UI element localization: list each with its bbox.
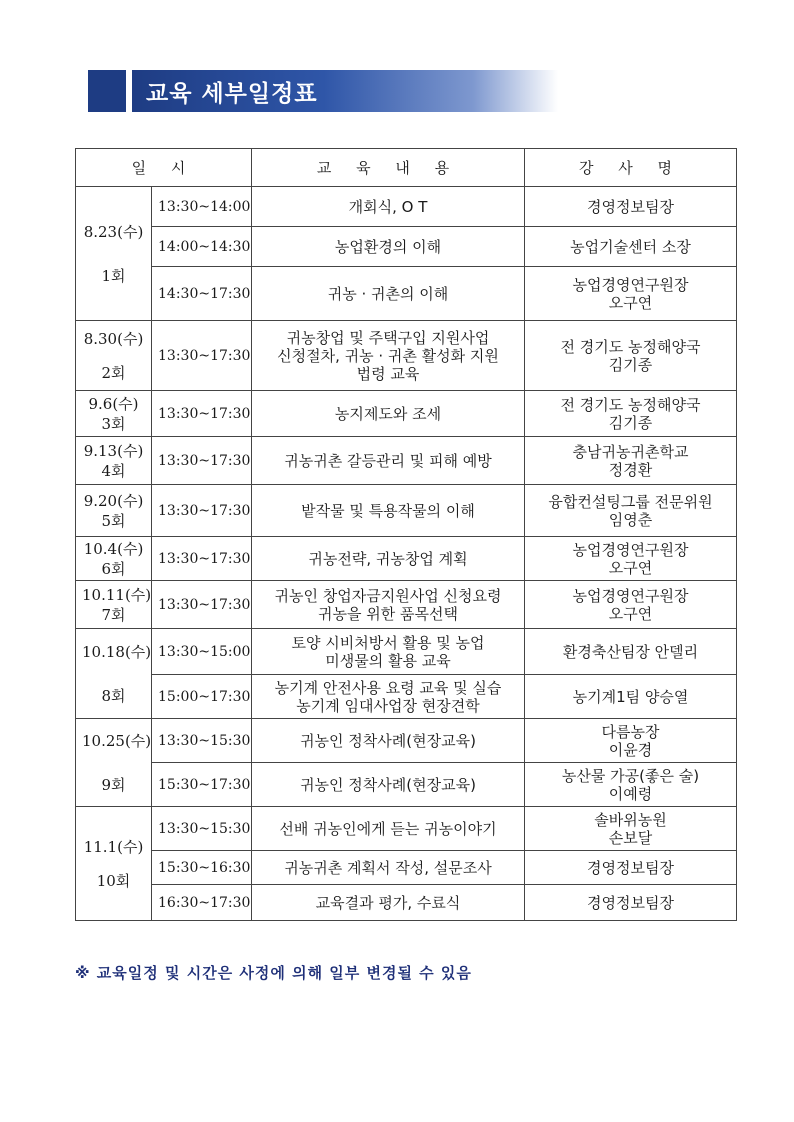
- instructor-cell: [525, 675, 737, 719]
- instructor-line: 정경환: [608, 460, 653, 479]
- content-cell: [252, 321, 525, 391]
- session-date: 9.6(수): [88, 394, 139, 413]
- instructor-line: 전 경기도 농정해양국: [560, 395, 701, 414]
- content-line: 귀농 · 귀촌의 이해: [327, 284, 449, 303]
- content-line: 귀농귀촌 계획서 작성, 설문조사: [284, 858, 492, 877]
- content-cell: [252, 885, 525, 921]
- instructor-line: 경영정보팀장: [587, 197, 674, 216]
- instructor-cell: [525, 227, 737, 267]
- instructor-line: 경영정보팀장: [587, 858, 674, 877]
- content-cell: [252, 267, 525, 321]
- session-cell: [76, 581, 152, 629]
- footnote: ※ 교육일정 및 시간은 사정에 의해 일부 변경될 수 있음: [75, 964, 472, 982]
- instructor-cell: [525, 267, 737, 321]
- instructor-line: 농업경영연구원장: [572, 586, 689, 605]
- table-header-row: [76, 149, 737, 187]
- instructor-line: 융합컨설팅그룹 전문위원: [548, 492, 713, 511]
- instructor-line: 농업경영연구원장: [572, 275, 689, 294]
- instructor-line: 농업기술센터 소장: [570, 237, 691, 256]
- content-cell: [252, 227, 525, 267]
- schedule-body: [76, 187, 737, 921]
- content-cell: [252, 485, 525, 537]
- instructor-cell: [525, 581, 737, 629]
- session-number: 4회: [101, 461, 126, 480]
- table-row: [76, 807, 737, 851]
- instructor-line: 이예령: [608, 784, 653, 803]
- instructor-line: 전 경기도 농정해양국: [560, 337, 701, 356]
- time-cell: 13:30~17:30: [152, 537, 252, 581]
- time-cell: 13:30~17:30: [152, 321, 252, 391]
- session-date: 11.1(수): [83, 837, 144, 856]
- session-date: 8.23(수): [83, 222, 144, 241]
- content-cell: [252, 187, 525, 227]
- content-cell: [252, 763, 525, 807]
- content-line: 토양 시비처방서 활용 및 농업: [291, 633, 485, 652]
- content-cell: [252, 581, 525, 629]
- session-number: 9회: [101, 775, 126, 794]
- instructor-line: 농업경영연구원장: [572, 540, 689, 559]
- instructor-cell: [525, 537, 737, 581]
- header-date: 일 시: [76, 149, 252, 187]
- time-cell: 13:30~17:30: [152, 391, 252, 437]
- session-number: 10회: [96, 871, 131, 890]
- header-accent-block: [88, 70, 126, 112]
- content-cell: [252, 719, 525, 763]
- content-line: 개회식, O T: [348, 197, 428, 216]
- session-cell: [76, 485, 152, 537]
- content-line: 귀농인 정착사례(현장교육): [300, 775, 476, 794]
- content-line: 미생물의 활용 교육: [325, 651, 451, 670]
- session-cell: [76, 537, 152, 581]
- content-line: 귀농귀촌 갈등관리 및 피해 예방: [284, 451, 492, 470]
- content-line: 농기계 안전사용 요령 교육 및 실습: [274, 678, 502, 697]
- time-cell: 13:30~15:30: [152, 719, 252, 763]
- page-header: [88, 70, 558, 112]
- instructor-cell: [525, 485, 737, 537]
- instructor-line: 다름농장: [601, 722, 660, 741]
- session-date: 10.4(수): [83, 539, 144, 558]
- table-row: [76, 885, 737, 921]
- instructor-cell: [525, 391, 737, 437]
- time-cell: 13:30~17:30: [152, 437, 252, 485]
- table-row: [76, 851, 737, 885]
- content-line: 귀농전략, 귀농창업 계획: [308, 549, 468, 568]
- content-line: 귀농인 창업자금지원사업 신청요령: [274, 586, 502, 605]
- session-number: 5회: [101, 511, 126, 530]
- table-row: [76, 537, 737, 581]
- instructor-cell: [525, 885, 737, 921]
- time-cell: 13:30~14:00: [152, 187, 252, 227]
- content-cell: [252, 537, 525, 581]
- instructor-line: 경영정보팀장: [587, 893, 674, 912]
- instructor-line: 충남귀농귀촌학교: [572, 442, 689, 461]
- page-title: 교육 세부일정표: [146, 80, 318, 107]
- instructor-line: 김기종: [608, 355, 653, 374]
- session-date: 9.20(수): [83, 491, 144, 510]
- table-row: [76, 581, 737, 629]
- instructor-line: 농기계1팀 양승열: [572, 687, 689, 706]
- content-line: 농기계 임대사업장 현장견학: [296, 696, 480, 715]
- content-line: 법령 교육: [356, 364, 420, 383]
- table-row: [76, 485, 737, 537]
- content-line: 귀농을 위한 품목선택: [318, 604, 458, 623]
- content-cell: [252, 629, 525, 675]
- session-number: 3회: [101, 414, 126, 433]
- content-line: 선배 귀농인에게 듣는 귀농이야기: [279, 819, 497, 838]
- table-row: [76, 391, 737, 437]
- time-cell: 14:30~17:30: [152, 267, 252, 321]
- table-row: [76, 187, 737, 227]
- session-cell: [76, 187, 152, 321]
- instructor-cell: [525, 187, 737, 227]
- table-row: [76, 321, 737, 391]
- instructor-line: 오구연: [608, 293, 653, 312]
- instructor-cell: [525, 807, 737, 851]
- instructor-line: 오구연: [608, 558, 653, 577]
- instructor-cell: [525, 321, 737, 391]
- time-cell: 16:30~17:30: [152, 885, 252, 921]
- instructor-line: 김기종: [608, 413, 653, 432]
- content-cell: [252, 807, 525, 851]
- session-number: 7회: [101, 605, 126, 624]
- session-cell: [76, 807, 152, 921]
- instructor-line: 임영춘: [608, 510, 653, 529]
- time-cell: 15:30~17:30: [152, 763, 252, 807]
- content-line: 농업환경의 이해: [334, 237, 442, 256]
- header-content: 교 육 내 용: [252, 149, 525, 187]
- time-cell: 13:30~17:30: [152, 581, 252, 629]
- header-title-box: [132, 70, 558, 112]
- session-cell: [76, 719, 152, 807]
- session-number: 1회: [101, 266, 126, 285]
- content-cell: [252, 851, 525, 885]
- content-line: 밭작물 및 특용작물의 이해: [301, 501, 475, 520]
- table-row: [76, 763, 737, 807]
- content-cell: [252, 391, 525, 437]
- time-cell: 15:00~17:30: [152, 675, 252, 719]
- session-date: 10.25(수): [82, 731, 152, 750]
- session-cell: [76, 629, 152, 719]
- table-row: [76, 629, 737, 675]
- time-cell: 13:30~15:00: [152, 629, 252, 675]
- table-row: [76, 675, 737, 719]
- session-number: 6회: [101, 559, 126, 578]
- content-line: 신청절차, 귀농 · 귀촌 활성화 지원: [277, 346, 499, 365]
- session-date: 8.30(수): [83, 329, 144, 348]
- session-date: 10.18(수): [82, 642, 152, 661]
- instructor-line: 손보달: [608, 828, 653, 847]
- content-line: 교육결과 평가, 수료식: [315, 893, 461, 912]
- instructor-line: 농산물 가공(좋은 술): [561, 766, 700, 785]
- session-date: 10.11(수): [82, 585, 152, 604]
- header-instructor: 강 사 명: [525, 149, 737, 187]
- instructor-cell: [525, 719, 737, 763]
- instructor-line: 환경축산팀장 안델리: [562, 642, 699, 661]
- content-line: 귀농창업 및 주택구입 지원사업: [286, 328, 490, 347]
- instructor-cell: [525, 851, 737, 885]
- session-cell: [76, 437, 152, 485]
- table-row: [76, 719, 737, 763]
- instructor-cell: [525, 629, 737, 675]
- content-cell: [252, 675, 525, 719]
- content-line: 귀농인 정착사례(현장교육): [300, 731, 476, 750]
- instructor-line: 이윤경: [608, 740, 653, 759]
- instructor-cell: [525, 437, 737, 485]
- session-date: 9.13(수): [83, 441, 144, 460]
- session-number: 8회: [101, 686, 126, 705]
- time-cell: 15:30~16:30: [152, 851, 252, 885]
- schedule-table: [75, 148, 737, 921]
- session-number: 2회: [101, 363, 126, 382]
- time-cell: 14:00~14:30: [152, 227, 252, 267]
- content-line: 농지제도와 조세: [334, 404, 442, 423]
- time-cell: 13:30~17:30: [152, 485, 252, 537]
- time-cell: 13:30~15:30: [152, 807, 252, 851]
- table-row: [76, 227, 737, 267]
- instructor-line: 오구연: [608, 604, 653, 623]
- instructor-cell: [525, 763, 737, 807]
- table-row: [76, 437, 737, 485]
- content-cell: [252, 437, 525, 485]
- instructor-line: 솔바위농원: [594, 810, 667, 829]
- session-cell: [76, 391, 152, 437]
- session-cell: [76, 321, 152, 391]
- table-row: [76, 267, 737, 321]
